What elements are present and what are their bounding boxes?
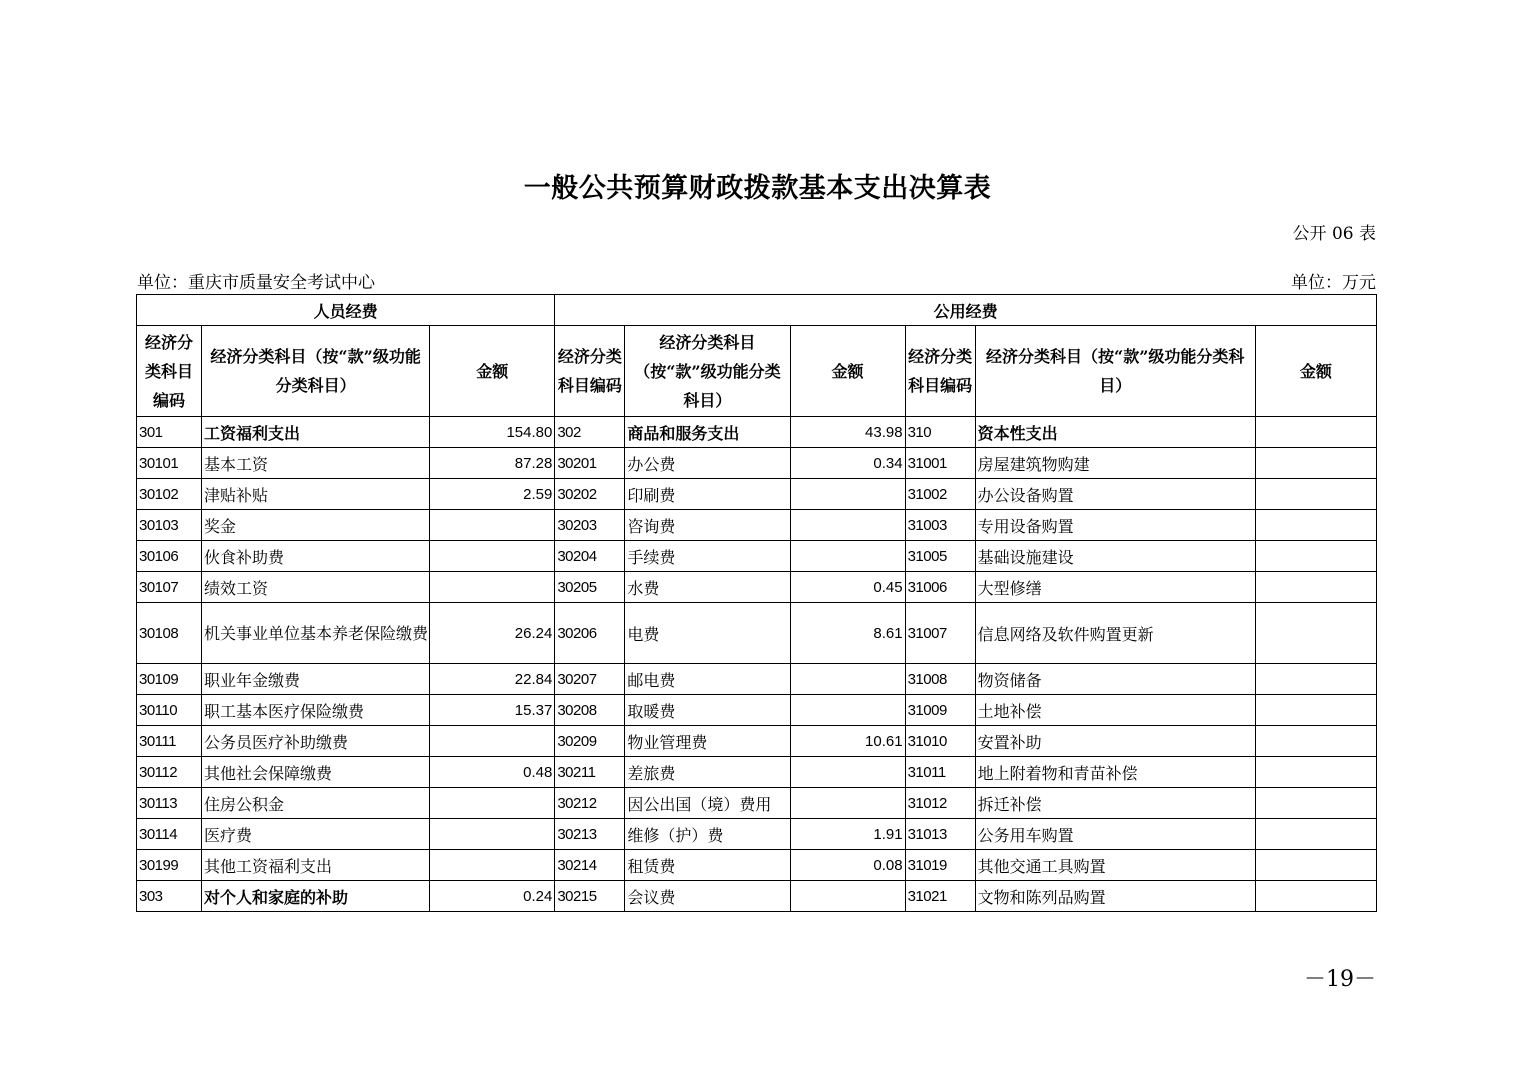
cell-public-name: 差旅费 [625,757,790,788]
cell-capital-amount [1255,726,1376,757]
cell-capital-code: 31019 [905,850,975,881]
cell-public-amount: 43.98 [790,417,905,448]
cell-capital-name: 文物和陈列品购置 [975,881,1255,912]
cell-capital-code: 31011 [905,757,975,788]
cell-personnel-name: 对个人和家庭的补助 [202,881,430,912]
header-public-code: 经济分类科目编码 [555,326,625,417]
cell-public-name: 会议费 [625,881,790,912]
cell-public-amount [790,664,905,695]
cell-personnel-code: 30107 [137,572,202,603]
header-capital-code: 经济分类科目编码 [905,326,975,417]
form-number: 公开 06 表 [1292,224,1376,244]
cell-capital-amount [1255,572,1376,603]
cell-personnel-amount [430,541,555,572]
cell-personnel-code: 30113 [137,788,202,819]
cell-capital-name: 资本性支出 [975,417,1255,448]
cell-public-code: 30213 [555,819,625,850]
cell-capital-amount [1255,788,1376,819]
cell-capital-amount [1255,664,1376,695]
cell-public-code: 30201 [555,448,625,479]
cell-capital-name: 物资储备 [975,664,1255,695]
cell-capital-amount [1255,417,1376,448]
cell-personnel-name: 奖金 [202,510,430,541]
cell-personnel-name: 工资福利支出 [202,417,430,448]
cell-personnel-amount: 0.48 [430,757,555,788]
cell-public-code: 30209 [555,726,625,757]
table-row [137,726,1377,757]
cell-public-amount [790,510,905,541]
unit-organization: 单位：重庆市质量安全考试中心 [137,273,375,293]
cell-capital-code: 31005 [905,541,975,572]
cell-public-code: 30203 [555,510,625,541]
cell-public-name: 商品和服务支出 [625,417,790,448]
cell-public-code: 30211 [555,757,625,788]
cell-public-code: 30214 [555,850,625,881]
cell-capital-amount [1255,479,1376,510]
cell-personnel-code: 30110 [137,695,202,726]
cell-public-amount [790,881,905,912]
table-row [137,757,1377,788]
cell-personnel-name: 伙食补助费 [202,541,430,572]
cell-capital-name: 大型修缮 [975,572,1255,603]
cell-personnel-amount [430,850,555,881]
cell-personnel-amount [430,819,555,850]
cell-personnel-amount: 15.37 [430,695,555,726]
cell-public-name: 电费 [625,603,790,664]
cell-capital-amount [1255,695,1376,726]
page-title: 一般公共预算财政拨款基本支出决算表 [523,173,992,204]
column-header-row [137,326,1377,417]
cell-capital-name: 办公设备购置 [975,479,1255,510]
cell-capital-code: 31021 [905,881,975,912]
table-row [137,479,1377,510]
cell-personnel-code: 30109 [137,664,202,695]
cell-personnel-amount: 154.80 [430,417,555,448]
cell-public-name: 咨询费 [625,510,790,541]
table-row [137,603,1377,664]
page-number: －19－ [1304,967,1376,992]
table-row [137,541,1377,572]
cell-public-amount [790,695,905,726]
cell-public-name: 办公费 [625,448,790,479]
cell-public-code: 302 [555,417,625,448]
cell-capital-amount [1255,603,1376,664]
cell-public-amount [790,479,905,510]
cell-public-amount: 1.91 [790,819,905,850]
cell-personnel-name: 其他工资福利支出 [202,850,430,881]
cell-capital-name: 房屋建筑物购建 [975,448,1255,479]
table-row [137,881,1377,912]
cell-public-name: 印刷费 [625,479,790,510]
cell-personnel-code: 303 [137,881,202,912]
cell-public-name: 邮电费 [625,664,790,695]
cell-capital-code: 310 [905,417,975,448]
cell-personnel-name: 职业年金缴费 [202,664,430,695]
cell-public-name: 因公出国（境）费用 [625,788,790,819]
cell-capital-amount [1255,819,1376,850]
cell-capital-code: 31002 [905,479,975,510]
cell-capital-name: 其他交通工具购置 [975,850,1255,881]
cell-capital-name: 公务用车购置 [975,819,1255,850]
cell-personnel-code: 301 [137,417,202,448]
cell-personnel-amount: 87.28 [430,448,555,479]
cell-public-code: 30207 [555,664,625,695]
cell-capital-code: 31009 [905,695,975,726]
cell-public-code: 30208 [555,695,625,726]
cell-capital-name: 土地补偿 [975,695,1255,726]
cell-capital-amount [1255,757,1376,788]
cell-public-name: 物业管理费 [625,726,790,757]
table-row [137,850,1377,881]
cell-capital-name: 专用设备购置 [975,510,1255,541]
cell-personnel-code: 30114 [137,819,202,850]
cell-public-name: 租赁费 [625,850,790,881]
cell-public-code: 30205 [555,572,625,603]
cell-public-amount: 0.34 [790,448,905,479]
cell-public-code: 30202 [555,479,625,510]
header-capital-amount: 金额 [1255,326,1376,417]
table-row [137,788,1377,819]
cell-personnel-code: 30103 [137,510,202,541]
cell-personnel-amount [430,572,555,603]
cell-capital-name: 基础设施建设 [975,541,1255,572]
group-personnel: 人员经费 [137,295,555,326]
table-row [137,819,1377,850]
cell-personnel-code: 30111 [137,726,202,757]
cell-personnel-amount: 22.84 [430,664,555,695]
cell-capital-name: 安置补助 [975,726,1255,757]
cell-public-code: 30206 [555,603,625,664]
cell-personnel-name: 基本工资 [202,448,430,479]
cell-personnel-code: 30108 [137,603,202,664]
cell-public-code: 30215 [555,881,625,912]
table-row [137,664,1377,695]
table-row [137,695,1377,726]
cell-personnel-name: 职工基本医疗保险缴费 [202,695,430,726]
header-capital-name: 经济分类科目（按“款”级功能分类科目） [975,326,1255,417]
header-public-name: 经济分类科目（按“款”级功能分类科目） [625,326,790,417]
cell-personnel-name: 其他社会保障缴费 [202,757,430,788]
header-personnel-name: 经济分类科目（按“款”级功能分类科目） [202,326,430,417]
cell-public-amount [790,757,905,788]
cell-capital-code: 31013 [905,819,975,850]
cell-capital-amount [1255,541,1376,572]
cell-public-name: 取暖费 [625,695,790,726]
cell-capital-code: 31003 [905,510,975,541]
cell-public-name: 水费 [625,572,790,603]
table-row [137,448,1377,479]
cell-capital-code: 31006 [905,572,975,603]
cell-personnel-name: 绩效工资 [202,572,430,603]
cell-capital-amount [1255,850,1376,881]
header-personnel-amount: 金额 [430,326,555,417]
table-row [137,417,1377,448]
cell-public-amount [790,541,905,572]
cell-capital-amount [1255,510,1376,541]
unit-currency: 单位：万元 [1291,273,1376,293]
header-personnel-code: 经济分类科目编码 [137,326,202,417]
cell-personnel-name: 医疗费 [202,819,430,850]
cell-personnel-amount [430,510,555,541]
cell-public-code: 30204 [555,541,625,572]
group-header-row [137,295,1377,326]
cell-capital-name: 信息网络及软件购置更新 [975,603,1255,664]
cell-capital-amount [1255,448,1376,479]
cell-personnel-code: 30102 [137,479,202,510]
header-public-amount: 金额 [790,326,905,417]
cell-public-amount: 8.61 [790,603,905,664]
cell-capital-code: 31010 [905,726,975,757]
cell-personnel-name: 津贴补贴 [202,479,430,510]
cell-public-amount: 10.61 [790,726,905,757]
cell-capital-code: 31012 [905,788,975,819]
cell-public-amount [790,788,905,819]
cell-personnel-amount: 2.59 [430,479,555,510]
table-row [137,572,1377,603]
expenditure-table [136,294,1377,912]
group-public: 公用经费 [555,295,1377,326]
cell-capital-amount [1255,881,1376,912]
cell-capital-code: 31008 [905,664,975,695]
cell-personnel-code: 30106 [137,541,202,572]
cell-personnel-amount [430,726,555,757]
cell-personnel-name: 公务员医疗补助缴费 [202,726,430,757]
cell-capital-name: 地上附着物和青苗补偿 [975,757,1255,788]
cell-personnel-name: 机关事业单位基本养老保险缴费 [202,603,430,664]
cell-capital-code: 31001 [905,448,975,479]
cell-capital-name: 拆迁补偿 [975,788,1255,819]
table-row [137,510,1377,541]
cell-personnel-code: 30112 [137,757,202,788]
cell-public-name: 手续费 [625,541,790,572]
cell-personnel-amount: 26.24 [430,603,555,664]
cell-personnel-amount: 0.24 [430,881,555,912]
cell-personnel-code: 30199 [137,850,202,881]
cell-public-amount: 0.08 [790,850,905,881]
cell-capital-code: 31007 [905,603,975,664]
cell-public-code: 30212 [555,788,625,819]
cell-public-name: 维修（护）费 [625,819,790,850]
cell-personnel-name: 住房公积金 [202,788,430,819]
cell-public-amount: 0.45 [790,572,905,603]
cell-personnel-code: 30101 [137,448,202,479]
cell-personnel-amount [430,788,555,819]
